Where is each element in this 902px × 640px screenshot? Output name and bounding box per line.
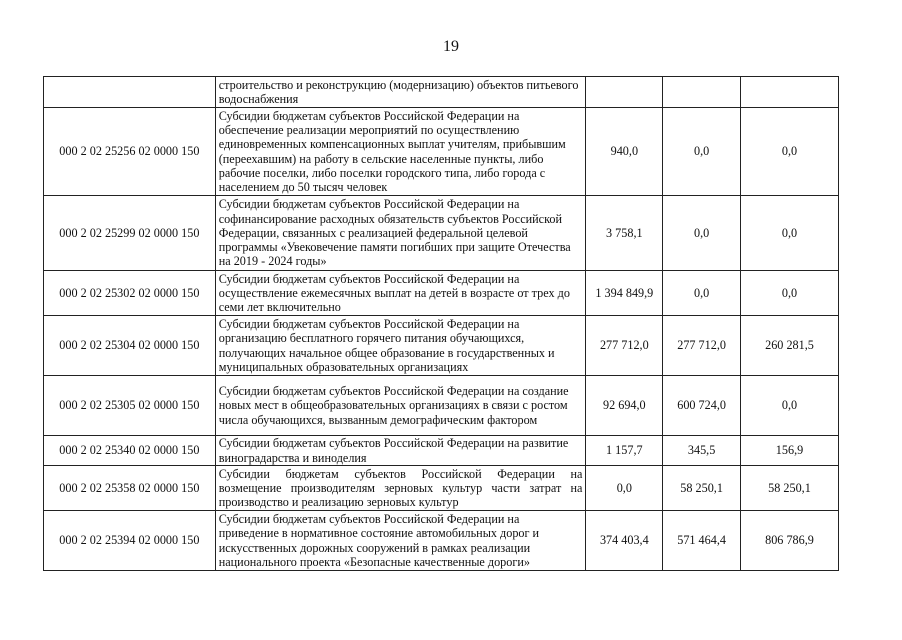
table-row [44, 271, 839, 316]
row-value-1: 374 403,4 [586, 511, 663, 571]
row-value-1: 940,0 [586, 108, 663, 196]
row-code: 000 2 02 25304 02 0000 150 [44, 316, 216, 376]
row-value-2: 0,0 [663, 108, 741, 196]
row-value-3: 260 281,5 [740, 316, 838, 376]
table-row [44, 316, 839, 376]
page-number: 19 [443, 38, 459, 55]
row-value-3: 0,0 [740, 196, 838, 271]
row-value-1: 1 394 849,9 [586, 271, 663, 316]
row-description: Субсидии бюджетам субъектов Российской Федерации на приведение в нормативное состояние автомобильных дорог и искусственных дорожных сооружений в рамках реализации национального проекта «Безопасные качественные дороги» [215, 511, 586, 571]
row-value-3: 806 786,9 [740, 511, 838, 571]
table-row [44, 108, 839, 196]
row-code [44, 77, 216, 108]
row-value-1: 1 157,7 [586, 436, 663, 466]
row-description: Субсидии бюджетам субъектов Российской Федерации на софинансирование расходных обязательств субъектов Российской Федерации, связанных с реализацией федеральной целевой программы «Увековечение памяти погибших при защите Отечества на 2019 - 2024 годы» [215, 196, 586, 271]
table-row [44, 436, 839, 466]
row-code: 000 2 02 25394 02 0000 150 [44, 511, 216, 571]
row-value-1: 277 712,0 [586, 316, 663, 376]
table-row [44, 511, 839, 571]
row-description: Субсидии бюджетам субъектов Российской Федерации на развитие виноградарства и виноделия [215, 436, 586, 466]
table-row [44, 77, 839, 108]
row-value-3: 0,0 [740, 108, 838, 196]
row-value-2: 345,5 [663, 436, 741, 466]
row-value-1: 92 694,0 [586, 376, 663, 436]
row-description: строительство и реконструкцию (модернизацию) объектов питьевого водоснабжения [215, 77, 586, 108]
row-description: Субсидии бюджетам субъектов Российской Федерации на осуществление ежемесячных выплат на детей в возрасте от трех до семи лет включительно [215, 271, 586, 316]
row-description: Субсидии бюджетам субъектов Российской Федерации на организацию бесплатного горячего питания обучающихся, получающих начальное общее образование в государственных и муниципальных образовательных организациях [215, 316, 586, 376]
row-code: 000 2 02 25340 02 0000 150 [44, 436, 216, 466]
row-value-1 [586, 77, 663, 108]
table-row [44, 196, 839, 271]
row-value-2: 571 464,4 [663, 511, 741, 571]
row-value-2: 0,0 [663, 271, 741, 316]
row-value-1: 0,0 [586, 466, 663, 511]
row-value-2: 0,0 [663, 196, 741, 271]
budget-table [43, 76, 839, 571]
row-code: 000 2 02 25299 02 0000 150 [44, 196, 216, 271]
table-row [44, 376, 839, 436]
row-value-2: 277 712,0 [663, 316, 741, 376]
row-value-3: 0,0 [740, 271, 838, 316]
row-description: Субсидии бюджетам субъектов Российской Федерации на возмещение производителям зерновых культур части затрат на производство и реализацию зерновых культур [215, 466, 586, 511]
row-value-2 [663, 77, 741, 108]
row-value-3: 156,9 [740, 436, 838, 466]
row-value-3 [740, 77, 838, 108]
row-code: 000 2 02 25302 02 0000 150 [44, 271, 216, 316]
row-value-3: 0,0 [740, 376, 838, 436]
table-row [44, 466, 839, 511]
row-value-3: 58 250,1 [740, 466, 838, 511]
row-code: 000 2 02 25305 02 0000 150 [44, 376, 216, 436]
row-description: Субсидии бюджетам субъектов Российской Федерации на создание новых мест в общеобразовательных организациях в связи с ростом числа обучающихся, вызванным демографическим фактором [215, 376, 586, 436]
row-description: Субсидии бюджетам субъектов Российской Федерации на обеспечение реализации мероприятий по осуществлению единовременных компенсационных выплат учителям, прибывшим (переехавшим) на работу в сельские населенные пункты, либо рабочие поселки, либо поселки городского типа, либо города с населением до 50 тысяч человек [215, 108, 586, 196]
row-value-1: 3 758,1 [586, 196, 663, 271]
row-code: 000 2 02 25256 02 0000 150 [44, 108, 216, 196]
row-value-2: 58 250,1 [663, 466, 741, 511]
row-code: 000 2 02 25358 02 0000 150 [44, 466, 216, 511]
row-value-2: 600 724,0 [663, 376, 741, 436]
